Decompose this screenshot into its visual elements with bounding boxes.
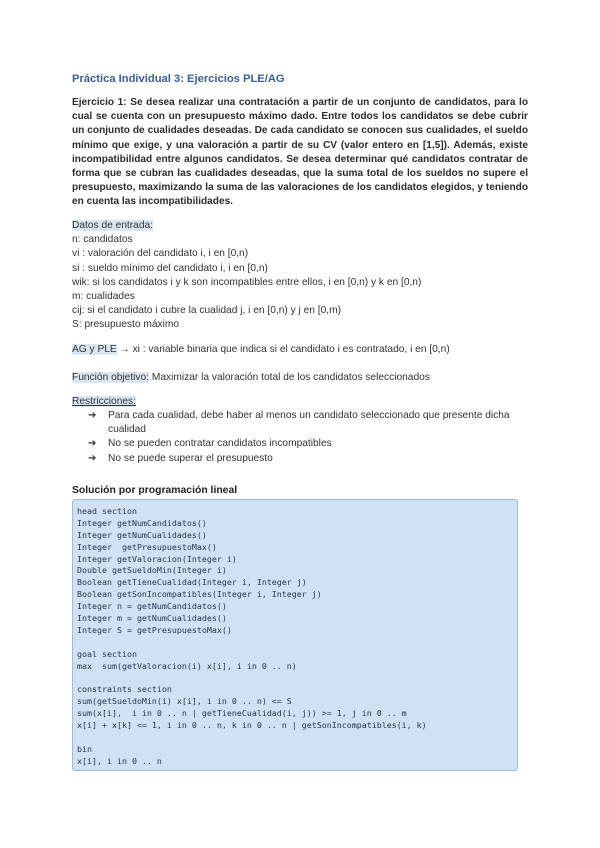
code-line: sum(x[i], i in 0 .. n | getTieneCualidad(i, j)) >= 1, j in 0 .. m [77, 708, 407, 719]
constraint-item [72, 409, 528, 437]
objective-heading: Función objetivo: [72, 372, 150, 383]
code-line: Boolean getTieneCualidad(Integer i, Integer j) [77, 577, 307, 588]
arrow-bullet-icon: ➔ [88, 410, 97, 421]
input-data-section [72, 219, 421, 333]
objective-line [72, 371, 430, 385]
constraint-text: Para cada cualidad, debe haber al menos un candidato seleccionado que presente dicha cualidad [108, 410, 510, 436]
code-line: Integer getPresupuestoMax() [77, 541, 217, 552]
code-line: sum(getSueldoMin(i) x[i], i in 0 .. n) <= S [77, 696, 292, 707]
solution-title: Solución por programación lineal [72, 485, 238, 496]
variables-text: → xi : variable binaria que indica si el candidato i es contratado, i en [0,n) [116, 344, 450, 355]
code-line: Integer m = getNumCualidades() [77, 613, 227, 624]
input-data-item: si : sueldo mínimo del candidato i, i en [0,n) [72, 262, 268, 274]
input-data-item: cij: si el candidato i cubre la cualidad j, i en [0,n) y j en [0,m) [72, 305, 341, 317]
code-line [77, 672, 517, 684]
exercise-statement: Ejercicio 1: Se desea realizar una contratación a partir de un conjunto de candidatos, para lo cual se cuenta con un presupuesto máximo dado. Entre todos los candidatos se debe cubrir un conjunto de cualidades deseadas. De cada candidato se conocen sus cualidades, el sueldo mínimo que exige, y una valoración a partir de su CV (valor entero en [1,5]). Además, existe incompatibilidad entre algunos candidatos. Se desea determinar qué candidatos contratar de forma que se cubran las cualidades deseadas, que la suma total de los sueldos no supere el presupuesto, maximizando la suma de las valoraciones de los candidatos elegidos, y teniendo en cuenta las incompatibilidades. [72, 97, 528, 208]
code-line: max sum(getValoracion(i) x[i], i in 0 .. n) [77, 660, 297, 671]
code-line: bin [77, 743, 92, 754]
arrow-bullet-icon: ➔ [88, 438, 97, 450]
code-line: Integer getNumCualidades() [77, 529, 207, 540]
variables-heading: AG y PLE [72, 344, 117, 355]
input-data-item: wik: si los candidatos i y k son incompatibles entre ellos, i en [0,n) y k en [0,n) [72, 276, 422, 288]
code-line: Double getSueldoMin(Integer i) [77, 565, 227, 576]
code-block [72, 499, 518, 771]
code-line: Integer n = getNumCandidatos() [77, 601, 227, 612]
constraint-item [72, 452, 528, 466]
input-data-item: m: cualidades [72, 291, 135, 303]
constraints-heading: Restricciones: [72, 396, 136, 407]
code-line: goal section [77, 648, 137, 659]
constraint-item [72, 437, 528, 451]
variables-line [72, 343, 450, 357]
constraint-text: No se puede superar el presupuesto [108, 452, 273, 464]
code-line: Integer S = getPresupuestoMax() [77, 624, 232, 635]
code-line: x[i] + x[k] <= 1, i in 0 .. n, k in 0 .. n | getSonIncompatibles(i, k) [77, 720, 427, 731]
constraint-text: No se pueden contratar candidatos incompatibles [108, 438, 332, 450]
constraints-list [72, 409, 528, 466]
input-data-item: vi : valoración del candidato i, i en [0,n) [72, 248, 249, 260]
input-data-heading: Datos de entrada: [72, 220, 153, 231]
objective-text: Maximizar la valoración total de los candidatos seleccionados [149, 372, 430, 383]
code-line [77, 637, 517, 649]
input-data-item: n: candidatos [72, 234, 133, 246]
code-line: constraints section [77, 684, 172, 695]
input-data-item: S: presupuesto máximo [72, 319, 180, 331]
code-line: x[i], i in 0 .. n [77, 755, 162, 766]
code-line: Integer getNumCandidatos() [77, 517, 207, 528]
code-line: Integer getValoracion(Integer i) [77, 553, 237, 564]
arrow-bullet-icon: ➔ [88, 452, 97, 464]
page-title: Práctica Individual 3: Ejercicios PLE/AG [72, 73, 285, 85]
code-line: Boolean getSonIncompatibles(Integer i, Integer j) [77, 589, 322, 600]
constraints-heading-line [72, 395, 136, 409]
input-data-list [72, 233, 421, 332]
code-line [77, 732, 517, 744]
code-line: head section [77, 506, 137, 516]
